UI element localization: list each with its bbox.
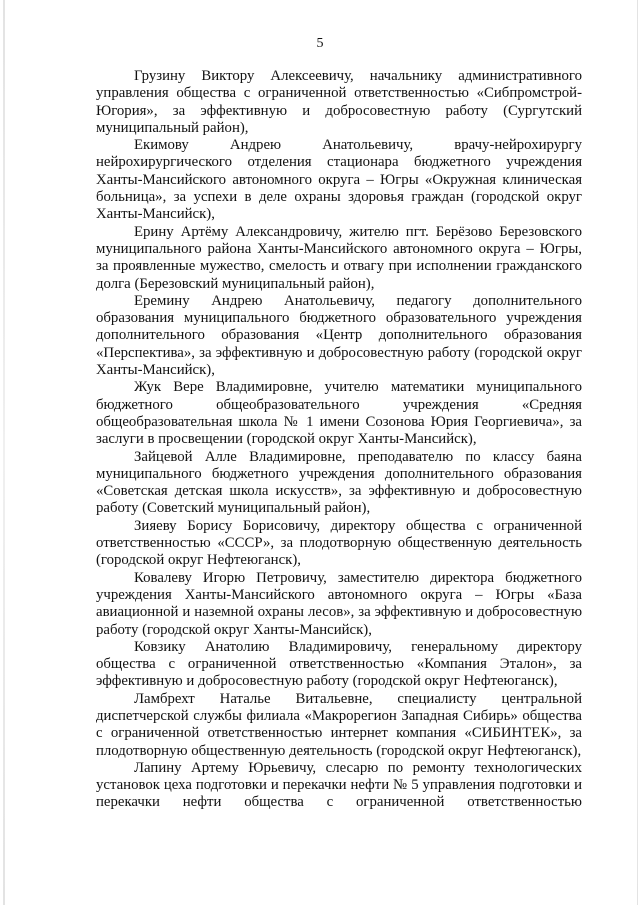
award-entry-ziyaev: Зияеву Борису Борисовичу, директору общества с ограниченной ответственностью «СССР», за плодотворную общественную деятельность (городской округ Нефтеюганск),: [96, 517, 582, 569]
award-entry-lapin: Лапину Артему Юрьевичу, слесарю по ремонту технологических установок цеха подготовки и перекачки нефти № 5 управления подготовки и перекачки нефти общества с ограниченной ответственностью: [96, 759, 582, 811]
award-entry-kovzik: Ковзику Анатолию Владимировичу, генеральному директору общества с ограниченной ответственностью «Компания Эталон», за эффективную и добросовестную работу (городской округ Нефтеюганск),: [96, 638, 582, 690]
award-entry-lambreht: Ламбрехт Наталье Витальевне, специалисту центральной диспетчерской службы филиала «Макрорегион Западная Сибирь» общества с ограниченной ответственностью интернет компания «СИБИНТЕК», за плодотворную общественную деятельность (городской округ Нефтеюганск),: [96, 690, 582, 759]
award-entry-erin: Ерину Артёму Александровичу, жителю пгт. Берёзово Березовского муниципального района Ханты-Мансийского автономного округа – Югры, за проявленные мужество, смелость и отвагу при исполнении гражданского долга (Березовский муниципальный район),: [96, 223, 582, 292]
page-number: 5: [316, 36, 324, 51]
award-entry-ekimov: Екимову Андрею Анатольевичу, врачу-нейрохирургу нейрохирургического отделения стационара бюджетного учреждения Ханты-Мансийского автономного округа – Югры «Окружная клиническая больница», за успехи в деле охраны здоровья граждан (городской округ Ханты-Мансийск),: [96, 137, 582, 223]
scan-edge-left: [3, 0, 5, 905]
award-list: [96, 68, 582, 812]
award-entry-eremin: Еремину Андрею Анатольевичу, педагогу дополнительного образования муниципального бюджетного образовательного учреждения дополнительного образования «Центр дополнительного образования «Перспектива», за эффективную и добросовестную работу (городской округ Ханты-Мансийск),: [96, 292, 582, 379]
award-entry-zhuk: Жук Вере Владимировне, учителю математики муниципального бюджетного общеобразовательного учреждения «Средняя общеобразовательная школа № 1 имени Созонова Юрия Георгиевича», за заслуги в просвещении (городской округ Ханты-Мансийск),: [96, 379, 582, 448]
scan-edge-right: [637, 0, 638, 905]
award-entry-kovalev: Ковалеву Игорю Петровичу, заместителю директора бюджетного учреждения Ханты-Мансийского автономного округа – Югры «База авиационной и наземной охраны лесов», за эффективную и добросовестную работу (городской округ Ханты-Мансийск),: [96, 569, 582, 638]
award-entry-gruzin: Грузину Виктору Алексеевичу, начальнику административного управления общества с ограниченной ответственностью «Сибпромстрой-Югория», за эффективную и добросовестную работу (Сургутский муниципальный район),: [96, 68, 582, 136]
award-entry-zaitseva: Зайцевой Алле Владимировне, преподавателю по классу баяна муниципального бюджетного учреждения дополнительного образования «Советская детская школа искусств», за эффективную и добросовестную работу (Советский муниципальный район),: [96, 448, 582, 517]
